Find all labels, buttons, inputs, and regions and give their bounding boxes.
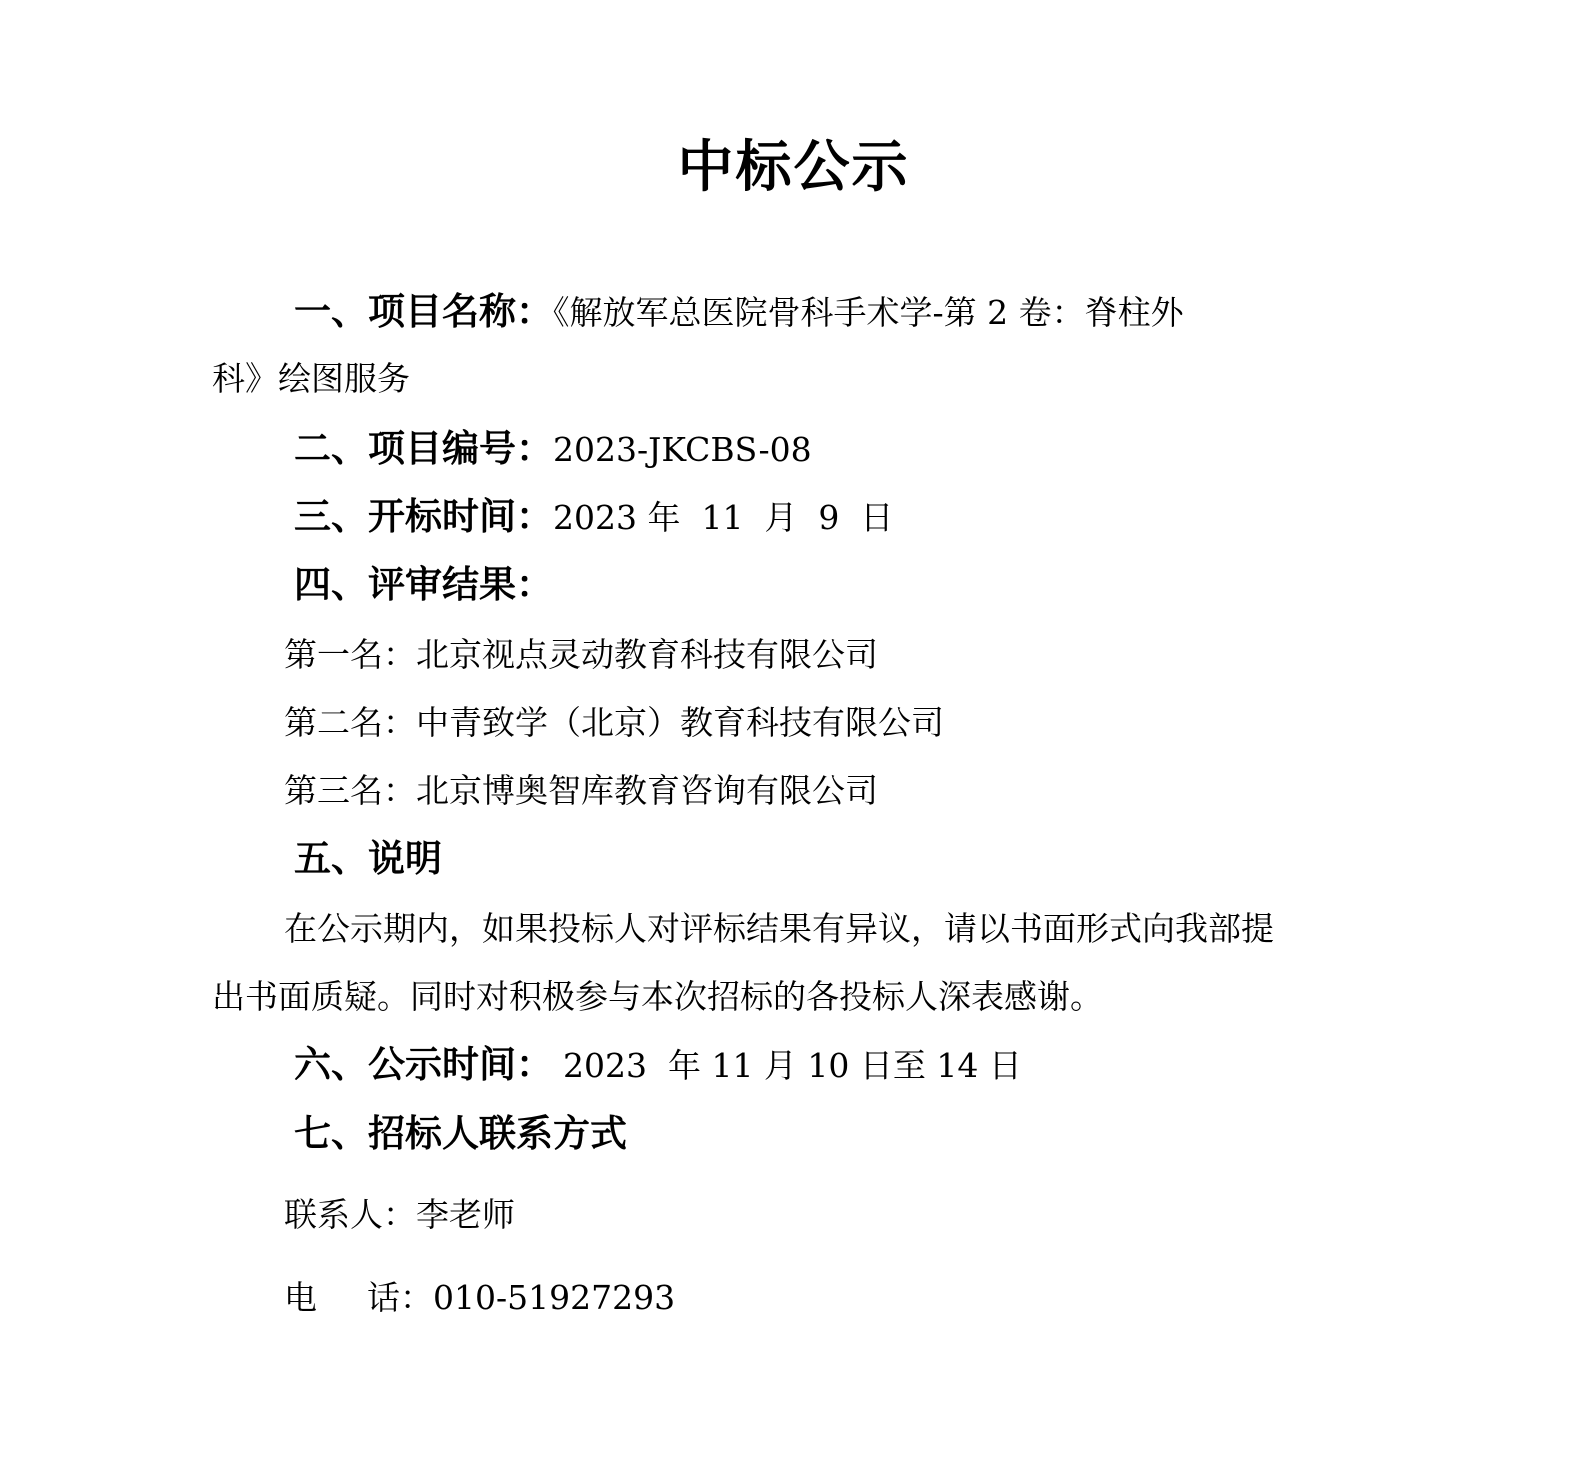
project-name-value-line2: 科》绘图服务 (212, 359, 410, 398)
project-number-line (294, 424, 812, 475)
opening-time-label: 三、开标时间： (294, 495, 553, 538)
page-title: 中标公示 (677, 135, 910, 200)
notes-paragraph-line2: 出书面质疑。同时对积极参与本次招标的各投标人深表感谢。 (212, 977, 1103, 1016)
contact-line (294, 1109, 627, 1160)
project-number-label: 二、项目编号： (294, 427, 553, 470)
project-name-label: 一、项目名称： (294, 290, 553, 333)
ranking-2-rank: 第二名： (284, 703, 416, 742)
project-name-line (294, 287, 1184, 338)
contact-person-label: 联系人： (284, 1195, 416, 1234)
contact-phone-label-b: 话： (367, 1278, 433, 1317)
review-result-label: 四、评审结果： (294, 563, 553, 606)
contact-phone-value: 010-51927293 (433, 1278, 676, 1317)
notes-label: 五、说明 (294, 837, 442, 880)
notes-line (294, 834, 442, 885)
project-number-value: 2023-JKCBS-08 (553, 430, 812, 469)
publicity-time-label: 六、公示时间： (294, 1043, 553, 1086)
ranking-row-1 (284, 630, 878, 680)
ranking-1-rank: 第一名： (284, 635, 416, 674)
contact-phone-line (284, 1273, 675, 1323)
contact-phone-label-a: 电 (284, 1278, 317, 1317)
ranking-1-company: 北京视点灵动教育科技有限公司 (416, 635, 878, 674)
notes-paragraph-line1: 在公示期内，如果投标人对评标结果有异议，请以书面形式向我部提 (284, 909, 1274, 948)
ranking-3-company: 北京博奥智库教育咨询有限公司 (416, 771, 878, 810)
contact-label: 七、招标人联系方式 (294, 1112, 627, 1155)
ranking-row-3 (284, 766, 878, 816)
project-name-value-line1: 《解放军总医院骨科手术学-第 2 卷：脊柱外 (553, 293, 1184, 332)
ranking-2-company: 中青致学（北京）教育科技有限公司 (416, 703, 944, 742)
opening-time-value: 2023 年 11 月 9 日 (553, 498, 894, 537)
ranking-3-rank: 第三名： (284, 771, 416, 810)
ranking-row-2 (284, 698, 944, 748)
publicity-time-line (294, 1040, 1022, 1091)
contact-person-value: 李老师 (416, 1195, 515, 1234)
contact-person-line (284, 1190, 515, 1240)
publicity-time-value: 2023 年 11 月 10 日至 14 日 (563, 1046, 1022, 1085)
opening-time-line (294, 492, 893, 543)
review-result-line (294, 560, 553, 611)
